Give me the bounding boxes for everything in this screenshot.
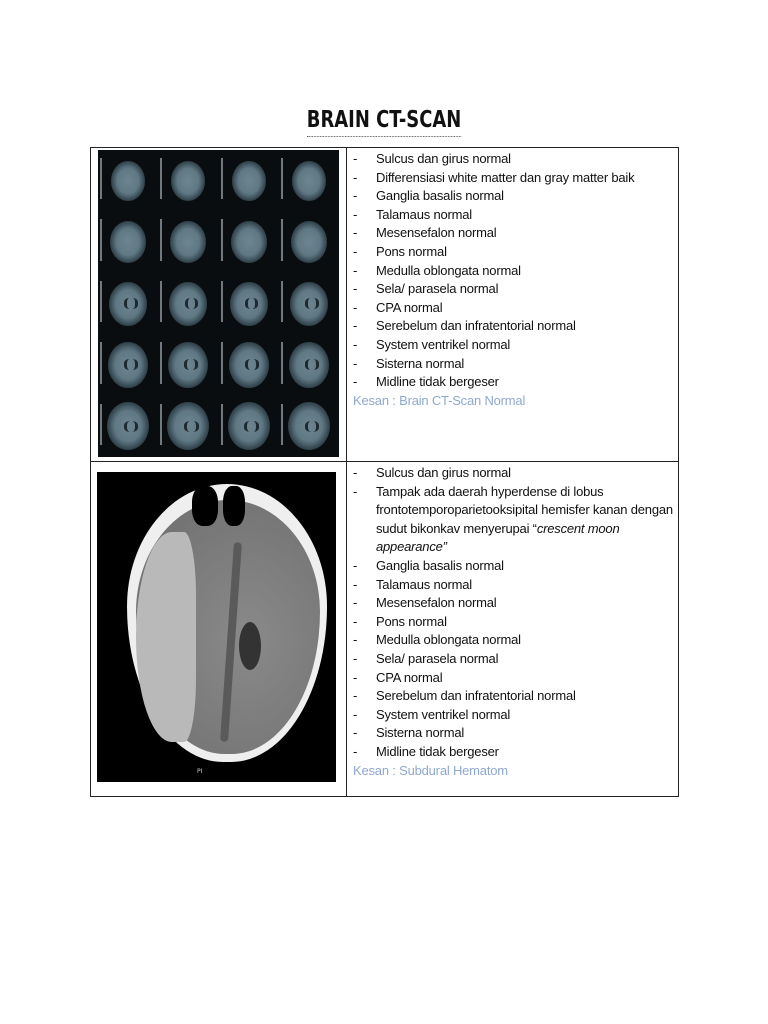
list-item: - Midline tidak bergeser xyxy=(353,743,678,762)
slice-annotation xyxy=(221,281,223,322)
ventricle-shape xyxy=(305,298,319,309)
slice-annotation xyxy=(221,158,223,199)
ct-slice xyxy=(171,161,205,201)
slice-annotation xyxy=(281,342,283,383)
ventricle-shape xyxy=(244,421,258,433)
list-item: - Sulcus dan girus normal xyxy=(353,464,678,483)
ventricle-shape xyxy=(305,421,319,433)
findings-cell xyxy=(347,148,679,462)
ct-slice xyxy=(228,402,270,450)
slice-annotation xyxy=(281,158,283,199)
ct-slice xyxy=(110,221,146,263)
ct-slice xyxy=(168,342,208,388)
list-item: - Medulla oblongata normal xyxy=(353,631,678,650)
ventricle-shape xyxy=(184,359,198,370)
slice-annotation xyxy=(221,219,223,260)
ct-slice xyxy=(291,221,327,263)
image-marker: PI xyxy=(197,768,203,775)
slice-annotation xyxy=(221,404,223,445)
list-item: - Sisterna normal xyxy=(353,355,678,374)
ct-slice xyxy=(107,402,149,450)
slice-annotation xyxy=(160,158,162,199)
ct-slice xyxy=(170,221,206,263)
slice-annotation xyxy=(100,281,102,322)
list-item: - Medulla oblongata normal xyxy=(353,262,678,281)
ventricle-shape xyxy=(185,298,199,309)
slice-annotation xyxy=(221,342,223,383)
finding-text: Tampak ada daerah hyperdense di lobus frontotemporoparietooksipital hemisfer kanan dengan sudut bikonkav menyerupai “ xyxy=(376,483,673,536)
slice-annotation xyxy=(281,219,283,260)
ct-slice xyxy=(230,282,268,326)
list-item: - Sela/ parasela normal xyxy=(353,650,678,669)
sinus-shape xyxy=(192,486,218,526)
ct-axial-subdural-image xyxy=(97,472,336,782)
slice-annotation xyxy=(281,404,283,445)
list-item: - CPA normal xyxy=(353,299,678,318)
list-item xyxy=(353,483,678,557)
list-item: - Serebelum dan infratentorial normal xyxy=(353,317,678,336)
list-item: - System ventrikel normal xyxy=(353,336,678,355)
list-item: - Serebelum dan infratentorial normal xyxy=(353,687,678,706)
ct-slice xyxy=(290,282,328,326)
list-item: - System ventrikel normal xyxy=(353,706,678,725)
slice-annotation xyxy=(100,158,102,199)
findings-list xyxy=(347,462,678,762)
ct-montage-image xyxy=(98,150,339,457)
sinus-shape xyxy=(223,486,245,526)
ct-slice xyxy=(288,402,330,450)
ct-slice xyxy=(167,402,209,450)
ventricle-shape xyxy=(124,359,138,370)
slice-annotation xyxy=(160,342,162,383)
findings-cell xyxy=(347,462,679,797)
ct-slice xyxy=(289,342,329,388)
ct-slice xyxy=(229,342,269,388)
list-item: - Midline tidak bergeser xyxy=(353,373,678,392)
finding-italic-text: crescent moon appearance” xyxy=(376,520,620,555)
list-item: - Ganglia basalis normal xyxy=(353,187,678,206)
slice-annotation xyxy=(100,404,102,445)
slice-annotation xyxy=(160,219,162,260)
list-item: - Sela/ parasela normal xyxy=(353,280,678,299)
ct-slice xyxy=(232,161,266,201)
ct-slice xyxy=(111,161,145,201)
slice-annotation xyxy=(100,219,102,260)
hematoma-region xyxy=(136,532,196,742)
slice-annotation xyxy=(160,404,162,445)
list-item: - Differensiasi white matter dan gray matter baik xyxy=(353,169,678,188)
ventricle-shape xyxy=(124,298,138,309)
findings-list xyxy=(347,148,678,392)
list-item: - Sulcus dan girus normal xyxy=(353,150,678,169)
ct-slice xyxy=(169,282,207,326)
list-item: - Talamaus normal xyxy=(353,576,678,595)
ventricle-shape xyxy=(305,359,319,370)
list-item: - Mesensefalon normal xyxy=(353,594,678,613)
list-item: - Pons normal xyxy=(353,613,678,632)
list-item: - Pons normal xyxy=(353,243,678,262)
ct-slice xyxy=(108,342,148,388)
ct-slice xyxy=(109,282,147,326)
ct-slice xyxy=(292,161,326,201)
list-item: - Sisterna normal xyxy=(353,724,678,743)
conclusion-text: Kesan : Brain CT-Scan Normal xyxy=(353,392,526,408)
slice-annotation xyxy=(160,281,162,322)
list-item: - Ganglia basalis normal xyxy=(353,557,678,576)
page-title xyxy=(0,98,768,137)
list-item: - CPA normal xyxy=(353,669,678,688)
ventricle-shape xyxy=(245,298,259,309)
ventricle-shape xyxy=(239,622,261,670)
ventricle-shape xyxy=(124,421,138,433)
list-item: - Mesensefalon normal xyxy=(353,224,678,243)
ventricle-shape xyxy=(245,359,259,370)
page-title-text: BRAIN CT-SCAN xyxy=(307,105,462,137)
conclusion-text: Kesan : Subdural Hematom xyxy=(353,762,508,778)
ventricle-shape xyxy=(184,421,198,433)
ct-slice xyxy=(231,221,267,263)
slice-annotation xyxy=(100,342,102,383)
list-item: - Talamaus normal xyxy=(353,206,678,225)
slice-annotation xyxy=(281,281,283,322)
